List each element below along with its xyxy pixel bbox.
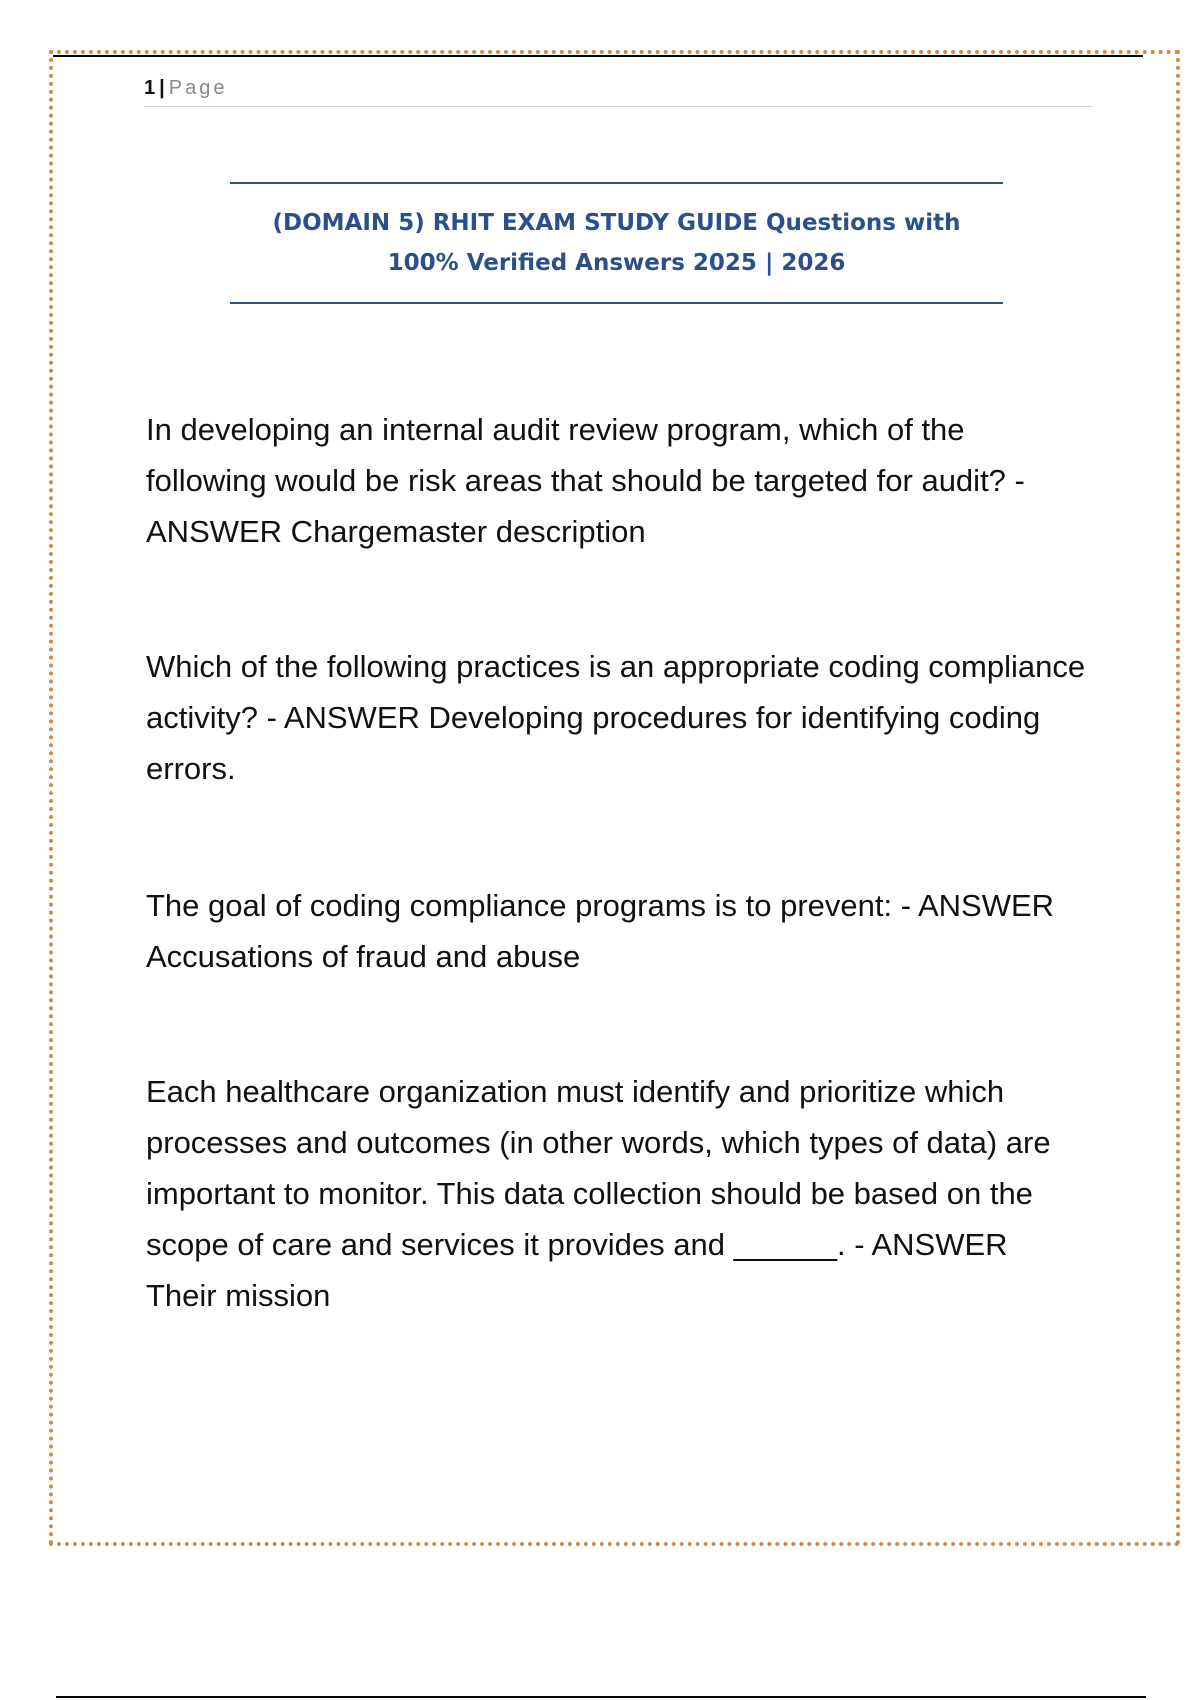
page-number: 1 [144,77,156,99]
qa-item: The goal of coding compliance programs is to prevent: - ANSWER Accusations of fraud and abuse [146,888,1055,974]
page-label: Page [168,77,228,99]
title-block [230,182,1003,304]
qa-item: In developing an internal audit review program, which of the following would be risk areas that should be targeted for audit? - ANSWER Chargemaster description [146,412,1025,549]
qa-item: Which of the following practices is an appropriate coding compliance activity? - ANSWER Developing procedures for identifying coding errors. [146,649,1086,786]
page-separator: | [159,77,165,99]
qa-item: Each healthcare organization must identify and prioritize which processes and outcomes (in other words, which types of data) are important to monitor. This data collection should be based on the scope of care and services it provides and ______. - ANSWER Their mission [146,1074,1051,1313]
page-header [144,74,1092,107]
bottom-rule [56,1696,1146,1698]
document-title: (DOMAIN 5) RHIT EXAM STUDY GUIDE Questions with 100% Verified Answers 2025 | 2026 [272,210,961,276]
